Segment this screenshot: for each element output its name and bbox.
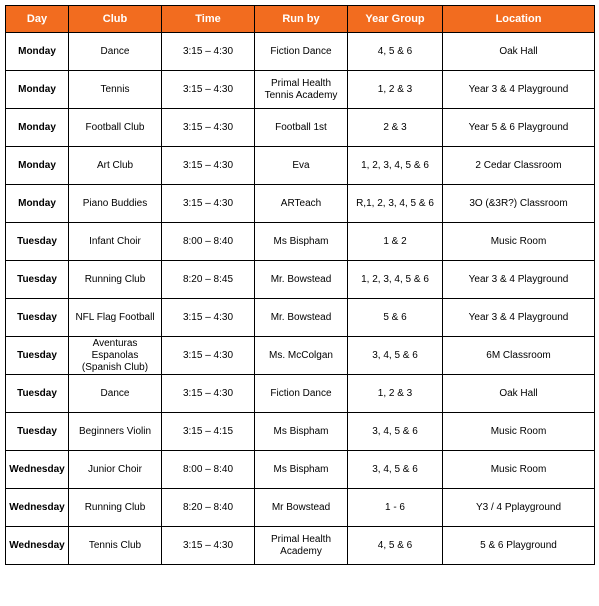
cell-club: NFL Flag Football: [69, 299, 162, 337]
cell-run-by: Mr Bowstead: [255, 489, 348, 527]
cell-year-group: 3, 4, 5 & 6: [348, 451, 443, 489]
cell-year-group: 3, 4, 5 & 6: [348, 337, 443, 375]
cell-club: Running Club: [69, 261, 162, 299]
cell-time: 3:15 – 4:30: [162, 337, 255, 375]
cell-day: Wednesday: [6, 451, 69, 489]
table-row: [6, 109, 595, 147]
cell-club: Beginners Violin: [69, 413, 162, 451]
cell-location: Year 5 & 6 Playground: [443, 109, 595, 147]
cell-year-group: 1 - 6: [348, 489, 443, 527]
cell-run-by: Ms. McColgan: [255, 337, 348, 375]
cell-year-group: 3, 4, 5 & 6: [348, 413, 443, 451]
table-header-row: [6, 6, 595, 33]
cell-run-by: Primal Health Academy: [255, 527, 348, 565]
cell-location: 2 Cedar Classroom: [443, 147, 595, 185]
cell-club: Junior Choir: [69, 451, 162, 489]
cell-day: Monday: [6, 185, 69, 223]
cropped-footer-note: [80, 600, 450, 606]
table-row: [6, 337, 595, 375]
cell-club: Tennis Club: [69, 527, 162, 565]
cell-club: Dance: [69, 33, 162, 71]
cell-time: 8:00 – 8:40: [162, 451, 255, 489]
cell-year-group: 2 & 3: [348, 109, 443, 147]
table-row: [6, 451, 595, 489]
cell-run-by: Ms Bispham: [255, 223, 348, 261]
cell-location: Year 3 & 4 Playground: [443, 71, 595, 109]
table-row: [6, 489, 595, 527]
cell-club: Dance: [69, 375, 162, 413]
header-run-by: Run by: [255, 6, 348, 33]
cell-year-group: 5 & 6: [348, 299, 443, 337]
cell-day: Tuesday: [6, 375, 69, 413]
cell-day: Tuesday: [6, 261, 69, 299]
table-row: [6, 261, 595, 299]
cell-day: Tuesday: [6, 299, 69, 337]
cell-run-by: Fiction Dance: [255, 375, 348, 413]
cell-run-by: Mr. Bowstead: [255, 299, 348, 337]
cell-club: Piano Buddies: [69, 185, 162, 223]
cell-day: Tuesday: [6, 413, 69, 451]
cell-time: 3:15 – 4:30: [162, 527, 255, 565]
table-row: [6, 413, 595, 451]
cell-day: Tuesday: [6, 337, 69, 375]
cell-time: 8:20 – 8:45: [162, 261, 255, 299]
cell-location: Music Room: [443, 413, 595, 451]
cell-club: Art Club: [69, 147, 162, 185]
cell-location: Music Room: [443, 223, 595, 261]
cell-day: Monday: [6, 33, 69, 71]
table-row: [6, 299, 595, 337]
table-row: [6, 147, 595, 185]
clubs-table-wrapper: [5, 5, 595, 565]
cell-year-group: R,1, 2, 3, 4, 5 & 6: [348, 185, 443, 223]
cell-location: Year 3 & 4 Playground: [443, 299, 595, 337]
table-row: [6, 375, 595, 413]
table-row: [6, 33, 595, 71]
cell-year-group: 4, 5 & 6: [348, 527, 443, 565]
cell-time: 3:15 – 4:30: [162, 185, 255, 223]
cell-time: 3:15 – 4:30: [162, 147, 255, 185]
cell-club: Running Club: [69, 489, 162, 527]
header-year-group: Year Group: [348, 6, 443, 33]
cell-location: Oak Hall: [443, 375, 595, 413]
cell-day: Monday: [6, 71, 69, 109]
cell-time: 3:15 – 4:30: [162, 375, 255, 413]
cell-run-by: Fiction Dance: [255, 33, 348, 71]
clubs-table: [5, 5, 595, 565]
cell-run-by: Football 1st: [255, 109, 348, 147]
cell-year-group: 1, 2, 3, 4, 5 & 6: [348, 147, 443, 185]
header-location: Location: [443, 6, 595, 33]
header-day: Day: [6, 6, 69, 33]
cell-time: 3:15 – 4:30: [162, 109, 255, 147]
cell-club: Tennis: [69, 71, 162, 109]
header-time: Time: [162, 6, 255, 33]
cell-time: 3:15 – 4:15: [162, 413, 255, 451]
cell-club: Football Club: [69, 109, 162, 147]
table-row: [6, 185, 595, 223]
cell-year-group: 4, 5 & 6: [348, 33, 443, 71]
cell-club: Infant Choir: [69, 223, 162, 261]
table-row: [6, 527, 595, 565]
cell-location: Oak Hall: [443, 33, 595, 71]
cell-location: 5 & 6 Playground: [443, 527, 595, 565]
cell-run-by: Mr. Bowstead: [255, 261, 348, 299]
cell-day: Tuesday: [6, 223, 69, 261]
cell-time: 8:20 – 8:40: [162, 489, 255, 527]
cell-day: Wednesday: [6, 527, 69, 565]
cell-run-by: Primal Health Tennis Academy: [255, 71, 348, 109]
cell-run-by: Eva: [255, 147, 348, 185]
cell-year-group: 1, 2 & 3: [348, 375, 443, 413]
cell-run-by: Ms Bispham: [255, 413, 348, 451]
cell-time: 8:00 – 8:40: [162, 223, 255, 261]
cell-location: Y3 / 4 Pplayground: [443, 489, 595, 527]
cell-location: Music Room: [443, 451, 595, 489]
cell-time: 3:15 – 4:30: [162, 71, 255, 109]
header-club: Club: [69, 6, 162, 33]
cell-club: Aventuras Espanolas (Spanish Club): [69, 337, 162, 375]
cell-day: Monday: [6, 147, 69, 185]
cell-time: 3:15 – 4:30: [162, 299, 255, 337]
cell-day: Wednesday: [6, 489, 69, 527]
table-row: [6, 223, 595, 261]
cell-location: Year 3 & 4 Playground: [443, 261, 595, 299]
cell-year-group: 1 & 2: [348, 223, 443, 261]
cell-time: 3:15 – 4:30: [162, 33, 255, 71]
cell-run-by: ARTeach: [255, 185, 348, 223]
cell-year-group: 1, 2, 3, 4, 5 & 6: [348, 261, 443, 299]
cell-location: 3O (&3R?) Classroom: [443, 185, 595, 223]
cell-day: Monday: [6, 109, 69, 147]
cell-location: 6M Classroom: [443, 337, 595, 375]
cell-run-by: Ms Bispham: [255, 451, 348, 489]
table-row: [6, 71, 595, 109]
cell-year-group: 1, 2 & 3: [348, 71, 443, 109]
